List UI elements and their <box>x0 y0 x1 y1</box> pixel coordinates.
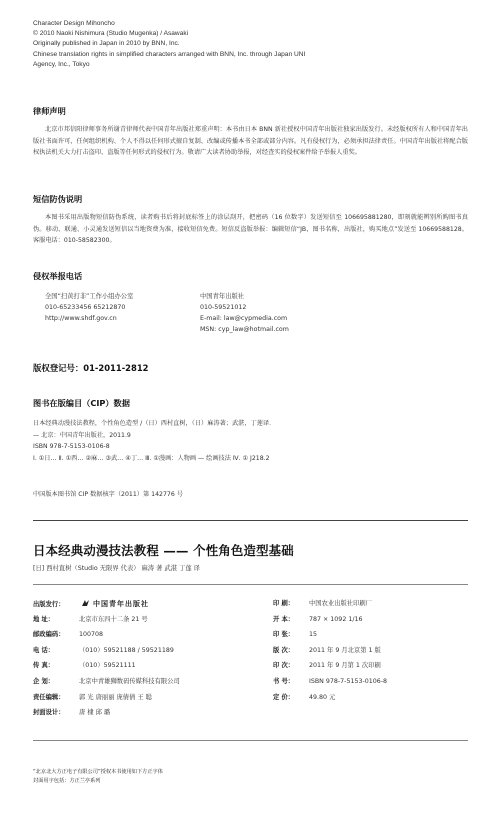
publication-info-left <box>33 596 180 721</box>
pub-row-editors <box>33 690 180 706</box>
pub-row-address <box>33 612 180 628</box>
publisher-logo <box>81 596 149 612</box>
pub-label: 封面设计： <box>33 709 65 717</box>
report-office-url[interactable]: http://www.shdf.gov.cn <box>45 315 117 322</box>
pub-value: 中国农业出版社印刷厂 <box>309 600 372 607</box>
original-title: Character Design Mihoncho <box>33 20 115 27</box>
pub-row-printer <box>273 596 387 612</box>
pub-row-cover-design <box>33 705 180 721</box>
pub-label: 印 次： <box>273 662 295 670</box>
report-right-column <box>200 291 289 335</box>
sms-title: 短信防伪说明 <box>33 194 83 204</box>
cip-line: ISBN 978-7-5153-0106-8 <box>33 443 110 451</box>
pub-label: 印 张： <box>273 631 295 639</box>
cip-line: Ⅰ. ①日… Ⅱ. ①西… ②麻… ③武… ④丁… Ⅲ. ①漫画：人物画 — 绘画技法 Ⅳ. ① J218.2 <box>33 454 270 462</box>
pub-row-publisher <box>33 596 180 612</box>
pub-label: 开 本： <box>273 615 295 623</box>
copyright-registration: 版权登记号：01-2011-2812 <box>33 363 149 373</box>
cip-data <box>33 418 275 464</box>
cip-number: 中国版本图书馆 CIP 数据核字（2011）第 142776 号 <box>33 491 183 498</box>
pub-label: 地 址： <box>33 615 55 623</box>
pub-row-postcode <box>33 627 180 643</box>
pub-value: ISBN 978-7-5153-0106-8 <box>309 677 388 685</box>
pub-label: 责任编辑： <box>33 693 65 701</box>
pub-label: 书 号： <box>273 677 295 685</box>
pub-value: 北京中青雄狮数码传媒科技有限公司 <box>79 677 180 685</box>
pub-value: 郭 光 唐丽丽 庞倩倩 王 聪 <box>79 693 152 701</box>
translation-rights: Chinese translation rights in simplified characters arranged with BNN, Inc. through Japan UNI <box>33 50 306 58</box>
pub-row-phone <box>33 643 180 659</box>
publisher-logo-icon <box>81 599 90 607</box>
pub-value: 2011 年 9 月北京第 1 版 <box>309 646 381 654</box>
divider <box>33 520 468 521</box>
pub-row-printing <box>273 658 387 674</box>
pub-row-fax <box>33 658 180 674</box>
pub-row-format <box>273 612 387 628</box>
cover-font: 封面用字包括：方正兰亭系列 <box>33 778 101 784</box>
report-publisher-phone: 010-59521012 <box>200 304 247 311</box>
sms-antifake <box>33 194 468 247</box>
english-copyright <box>33 19 473 70</box>
lawyer-text: 北京市邦信阳律师事务所谢青律师代表中国青年出版社郑重声明：本书由日本 BNN 新社授权中国青年出版社独家出版发行。未经版权所有人和中国青年出版社书面许可，任何组织机构、个人不得以任何形式擅自复制、改编或传播本书全部或部分内容。凡有侵权行为，必须承担法律责任。中国青年出版社将配合版权执法机关大力打击盗印、盗版等任何形式的侵权行为。敬请广大读者协助举报，对经查实的侵权案件给予举报人重奖。 <box>33 126 468 156</box>
pub-row-planning <box>33 674 180 690</box>
pub-label: 邮政编码： <box>33 631 65 639</box>
report-email[interactable]: E-mail: law@cypmedia.com <box>200 315 288 322</box>
report-office: 全国“扫黄打非”工作小组办公室 <box>45 293 134 300</box>
pub-value: 北京市东四十二条 21 号 <box>79 615 148 623</box>
report-title: 侵权举报电话 <box>33 271 83 281</box>
cip-title: 图书在版编目（CIP）数据 <box>33 398 130 408</box>
font-license: “北京北大方正电子有限公司”授权本书使用如下方正字体 <box>33 769 163 775</box>
report-left-column <box>45 291 133 324</box>
pub-value: 100708 <box>79 631 104 639</box>
book-authors: [日] 西村直树（Studio 无限界 代表） 麻涛 著 武湛 丁莲 译 <box>33 565 200 572</box>
pub-label: 定 价： <box>273 693 295 701</box>
pub-value: 49.80 元 <box>309 693 336 701</box>
copyright-notice: © 2010 Naoki Nishimura (Studio Mugenka) / Asawaki <box>33 30 189 38</box>
pub-label: 传 真： <box>33 662 55 670</box>
agency: Agency, Inc., Tokyo <box>33 60 90 68</box>
font-credits <box>33 768 163 786</box>
pub-label: 版 次： <box>273 646 295 654</box>
pub-value: 唐 棣 邱 璐 <box>79 709 111 717</box>
publisher-logo-text: 中国青年出版社 <box>93 599 150 608</box>
pub-value: 15 <box>309 631 318 639</box>
pub-row-price <box>273 690 387 706</box>
lawyer-statement <box>33 106 468 159</box>
pub-label: 印 刷： <box>273 600 295 607</box>
cip-line: 日本经典动漫技法教程，个性角色造型 /（日）西村直树，（日）麻涛著；武湛，丁莲译． <box>33 420 276 427</box>
report-publisher: 中国青年出版社 <box>200 293 245 300</box>
divider <box>33 740 468 741</box>
book-title: 日本经典动漫技法教程 —— 个性角色造型基础 <box>33 543 294 558</box>
pub-value: 2011 年 9 月第 1 次印刷 <box>309 662 381 670</box>
pub-value: （010）59521188 / 59521189 <box>79 646 174 654</box>
cip-line: — 北京：中国青年出版社，2011.9 <box>33 431 131 439</box>
pub-label: 出版发行： <box>33 600 65 608</box>
lawyer-title: 律师声明 <box>33 106 66 116</box>
report-msn[interactable]: MSN: cyp_law@hotmail.com <box>200 326 289 333</box>
pub-row-sheets <box>273 627 387 643</box>
pub-row-isbn <box>273 674 387 690</box>
pub-value: （010）59521111 <box>79 662 136 670</box>
pub-label: 企 划： <box>33 677 55 685</box>
pub-row-edition <box>273 643 387 659</box>
divider <box>33 584 468 585</box>
sms-text: 本图书采用出版物短信防伪系统，读者购书后将封底标签上的涂层刮开，把密码（16 位数字）发送短信至 106695881280，即刻就能辨别所购图书真伪。移动、联通、小灵通发送短信以当地资费为准，接收短信免费。短信反盗版举报：编辑短信“JB，图书名称，出版社，购买地点”发送至 10669588128。客服电话：010-58582300。 <box>33 214 468 244</box>
original-publisher: Originally published in Japan in 2010 by BNN, Inc. <box>33 40 180 48</box>
pub-label: 电 话： <box>33 646 55 654</box>
pub-value: 787 × 1092 1/16 <box>309 615 363 623</box>
publication-info-right <box>273 596 387 705</box>
report-office-phone: 010-65233456 65212870 <box>45 304 126 311</box>
